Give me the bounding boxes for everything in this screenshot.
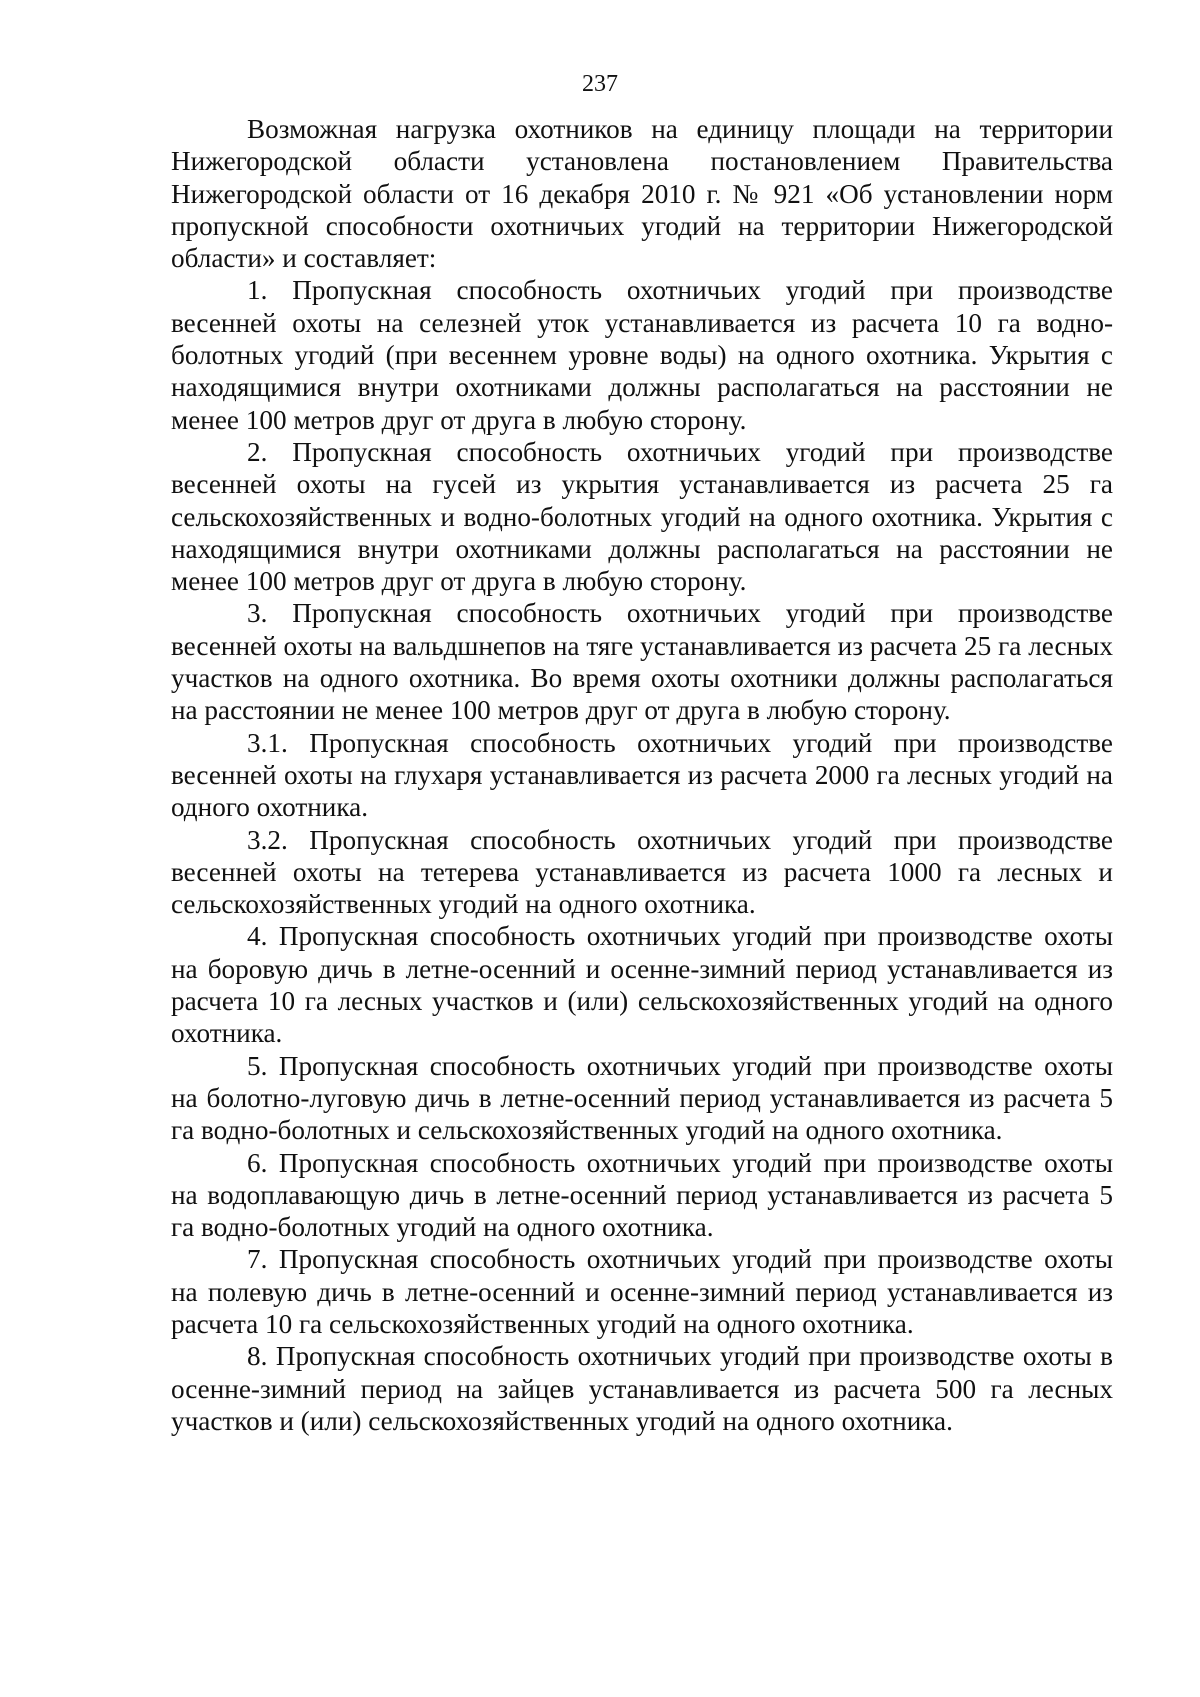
clause-8: 8. Пропускная способность охотничьих угодий при производстве охоты в осенне-зимний период на зайцев устанавливается из расчета 500 га лесных участков и (или) сельскохозяйственных угодий на одного охотника. xyxy=(171,1341,1113,1436)
clause-5: 5. Пропускная способность охотничьих угодий при производстве охоты на болотно-луговую дичь в летне-осенний период устанавливается из расчета 5 га водно-болотных и сельскохозяйственных угодий на одного охотника. xyxy=(171,1050,1113,1146)
clause-4: 4. Пропускная способность охотничьих угодий при производстве охоты на боровую дичь в летне-осенний и осенне-зимний период устанавливается из расчета 10 га лесных участков и (или) сельскохозяйственных угодий на одного охотника. xyxy=(171,921,1113,1049)
clause-3-2: 3.2. Пропускная способность охотничьих угодий при производстве весенней охоты на тетерева устанавливается из расчета 1000 га лесных и сельскохозяйственных угодий на одного охотника. xyxy=(171,824,1113,920)
document-body xyxy=(171,113,1113,1437)
clause-1: 1. Пропускная способность охотничьих угодий при производстве весенней охоты на селезней уток устанавливается из расчета 10 га водно-болотных угодий (при весеннем уровне воды) на одного охотника. Укрытия с находящимися внутри охотниками должны располагаться на расстоянии не менее 100 метров друг от друга в любую сторону. xyxy=(171,275,1113,435)
clause-2: 2. Пропускная способность охотничьих угодий при производстве весенней охоты на гусей из укрытия устанавливается из расчета 25 га сельскохозяйственных и водно-болотных угодий на одного охотника. Укрытия с находящимися внутри охотниками должны располагаться на расстоянии не менее 100 метров друг от друга в любую сторону. xyxy=(171,436,1113,597)
clause-6: 6. Пропускная способность охотничьих угодий при производстве охоты на водоплавающую дичь в летне-осенний период устанавливается из расчета 5 га водно-болотных угодий на одного охотника. xyxy=(171,1147,1113,1243)
clause-3-1: 3.1. Пропускная способность охотничьих угодий при производстве весенней охоты на глухаря устанавливается из расчета 2000 га лесных угодий на одного охотника. xyxy=(171,727,1113,823)
clause-7: 7. Пропускная способность охотничьих угодий при производстве охоты на полевую дичь в летне-осенний и осенне-зимний период устанавливается из расчета 10 га сельскохозяйственных угодий на одного охотника. xyxy=(171,1244,1113,1339)
clause-3: 3. Пропускная способность охотничьих угодий при производстве весенней охоты на вальдшнепов на тяге устанавливается из расчета 25 га лесных участков на одного охотника. Во время охоты охотники должны располагаться на расстоянии не менее 100 метров друг от друга в любую сторону. xyxy=(171,598,1113,726)
page-number: 237 xyxy=(582,71,618,97)
intro-paragraph: Возможная нагрузка охотников на единицу площади на территории Нижегородской области установлена постановлением Правительства Нижегородской области от 16 декабря 2010 г. № 921 «Об установлении норм пропускной способности охотничьих угодий на территории Нижегородской области» и составляет: xyxy=(171,114,1113,274)
